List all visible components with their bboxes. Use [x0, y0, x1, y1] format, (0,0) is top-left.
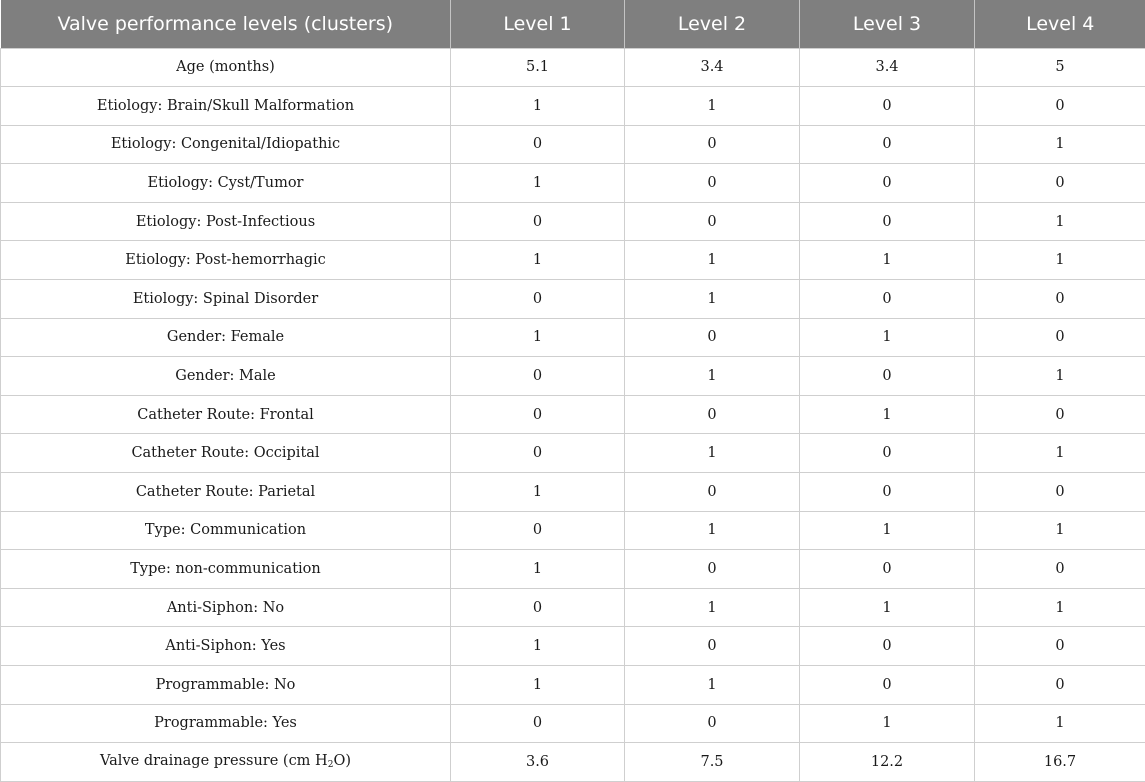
row-value-cell: 1	[975, 357, 1145, 396]
row-value-cell: 1	[800, 241, 975, 280]
row-value-cell: 1	[451, 473, 625, 512]
row-value-cell: 0	[625, 473, 800, 512]
row-value-cell: 0	[975, 550, 1145, 589]
row-value-cell: 1	[800, 704, 975, 743]
row-label-cell: Etiology: Post-hemorrhagic	[1, 241, 451, 280]
table-row	[1, 280, 1145, 319]
row-value-cell: 1	[451, 666, 625, 705]
row-label-cell: Gender: Male	[1, 357, 451, 396]
table-row	[1, 357, 1145, 396]
row-value-cell: 0	[451, 125, 625, 164]
row-value-cell: 1	[975, 511, 1145, 550]
row-value-cell: 0	[800, 87, 975, 126]
row-value-cell: 0	[975, 164, 1145, 203]
row-value-cell: 7.5	[625, 743, 800, 782]
row-value-cell: 1	[625, 588, 800, 627]
row-value-cell: 0	[800, 357, 975, 396]
table-row	[1, 666, 1145, 705]
row-value-cell: 1	[451, 241, 625, 280]
row-value-cell: 5.1	[451, 48, 625, 87]
table-row	[1, 511, 1145, 550]
row-value-cell: 0	[975, 627, 1145, 666]
row-label-cell: Etiology: Cyst/Tumor	[1, 164, 451, 203]
row-value-cell: 1	[975, 241, 1145, 280]
row-label-cell: Age (months)	[1, 48, 451, 87]
row-value-cell: 0	[975, 87, 1145, 126]
row-label-cell: Type: Communication	[1, 511, 451, 550]
row-value-cell: 1	[451, 627, 625, 666]
row-label-cell: Etiology: Brain/Skull Malformation	[1, 87, 451, 126]
row-value-cell: 0	[625, 395, 800, 434]
table-row	[1, 434, 1145, 473]
row-value-cell: 0	[800, 627, 975, 666]
table-row	[1, 164, 1145, 203]
row-value-cell: 0	[800, 473, 975, 512]
row-label-cell: Catheter Route: Frontal	[1, 395, 451, 434]
table-row	[1, 395, 1145, 434]
row-value-cell: 0	[800, 280, 975, 319]
row-value-cell: 0	[451, 704, 625, 743]
row-label-cell: Etiology: Post-Infectious	[1, 202, 451, 241]
header-cell-clusters: Valve performance levels (clusters)	[1, 0, 451, 48]
row-value-cell: 3.6	[451, 743, 625, 782]
table-row-drainage-pressure	[1, 743, 1145, 782]
row-label-cell: Anti-Siphon: Yes	[1, 627, 451, 666]
row-value-cell: 0	[451, 202, 625, 241]
row-value-cell: 0	[625, 627, 800, 666]
table-row	[1, 588, 1145, 627]
row-value-cell: 1	[625, 666, 800, 705]
row-value-cell: 1	[975, 125, 1145, 164]
row-value-cell: 1	[625, 357, 800, 396]
table-row	[1, 87, 1145, 126]
row-value-cell: 12.2	[800, 743, 975, 782]
row-value-cell: 0	[451, 395, 625, 434]
row-value-cell: 16.7	[975, 743, 1145, 782]
row-value-cell: 0	[451, 357, 625, 396]
row-label-cell: Programmable: No	[1, 666, 451, 705]
row-label-cell: Etiology: Congenital/Idiopathic	[1, 125, 451, 164]
row-value-cell: 0	[975, 280, 1145, 319]
row-value-cell: 0	[451, 511, 625, 550]
row-value-cell: 1	[975, 704, 1145, 743]
row-value-cell: 1	[975, 202, 1145, 241]
row-value-cell: 1	[625, 241, 800, 280]
table-row	[1, 48, 1145, 87]
table-row	[1, 473, 1145, 512]
row-value-cell: 1	[800, 588, 975, 627]
row-label-cell: Gender: Female	[1, 318, 451, 357]
row-label-cell: Etiology: Spinal Disorder	[1, 280, 451, 319]
row-value-cell: 1	[975, 434, 1145, 473]
table-row	[1, 318, 1145, 357]
row-value-cell: 1	[451, 164, 625, 203]
row-value-cell: 0	[800, 666, 975, 705]
row-value-cell: 0	[451, 588, 625, 627]
row-value-cell: 3.4	[625, 48, 800, 87]
row-value-cell: 3.4	[800, 48, 975, 87]
table-header	[1, 0, 1145, 48]
row-value-cell: 5	[975, 48, 1145, 87]
header-cell-level-2: Level 2	[625, 0, 800, 48]
row-value-cell: 1	[625, 87, 800, 126]
row-label-suffix: O)	[333, 753, 351, 769]
header-row	[1, 0, 1145, 48]
row-label-cell: Anti-Siphon: No	[1, 588, 451, 627]
table-row	[1, 550, 1145, 589]
row-value-cell: 0	[800, 164, 975, 203]
row-label-cell: Catheter Route: Occipital	[1, 434, 451, 473]
row-label-subscript: 2	[328, 760, 334, 770]
row-value-cell: 0	[800, 550, 975, 589]
row-value-cell: 0	[625, 164, 800, 203]
row-value-cell: 1	[800, 318, 975, 357]
row-value-cell: 1	[975, 588, 1145, 627]
row-value-cell: 0	[800, 434, 975, 473]
row-value-cell: 1	[451, 550, 625, 589]
table-body	[1, 48, 1145, 781]
row-label-cell: Catheter Route: Parietal	[1, 473, 451, 512]
table-row	[1, 241, 1145, 280]
row-value-cell: 0	[625, 550, 800, 589]
row-value-cell: 0	[975, 318, 1145, 357]
row-value-cell: 1	[625, 511, 800, 550]
row-value-cell: 0	[975, 473, 1145, 512]
table-row	[1, 125, 1145, 164]
header-cell-level-1: Level 1	[451, 0, 625, 48]
row-label-cell: Programmable: Yes	[1, 704, 451, 743]
table-row	[1, 202, 1145, 241]
row-label-prefix: Valve drainage pressure (cm H	[100, 753, 328, 769]
row-value-cell: 0	[625, 318, 800, 357]
row-value-cell: 1	[451, 87, 625, 126]
row-value-cell: 1	[800, 511, 975, 550]
row-value-cell: 1	[625, 280, 800, 319]
row-value-cell: 0	[975, 666, 1145, 705]
row-value-cell: 0	[975, 395, 1145, 434]
row-value-cell: 1	[451, 318, 625, 357]
row-value-cell: 0	[800, 125, 975, 164]
row-value-cell: 0	[625, 125, 800, 164]
row-value-cell: 1	[800, 395, 975, 434]
row-value-cell: 0	[625, 202, 800, 241]
row-value-cell: 0	[800, 202, 975, 241]
table-row	[1, 704, 1145, 743]
row-value-cell: 0	[451, 280, 625, 319]
row-label-cell	[1, 743, 451, 782]
header-cell-level-4: Level 4	[975, 0, 1145, 48]
row-label-cell: Type: non-communication	[1, 550, 451, 589]
header-cell-level-3: Level 3	[800, 0, 975, 48]
row-value-cell: 1	[625, 434, 800, 473]
row-value-cell: 0	[625, 704, 800, 743]
table-row	[1, 627, 1145, 666]
row-value-cell: 0	[451, 434, 625, 473]
